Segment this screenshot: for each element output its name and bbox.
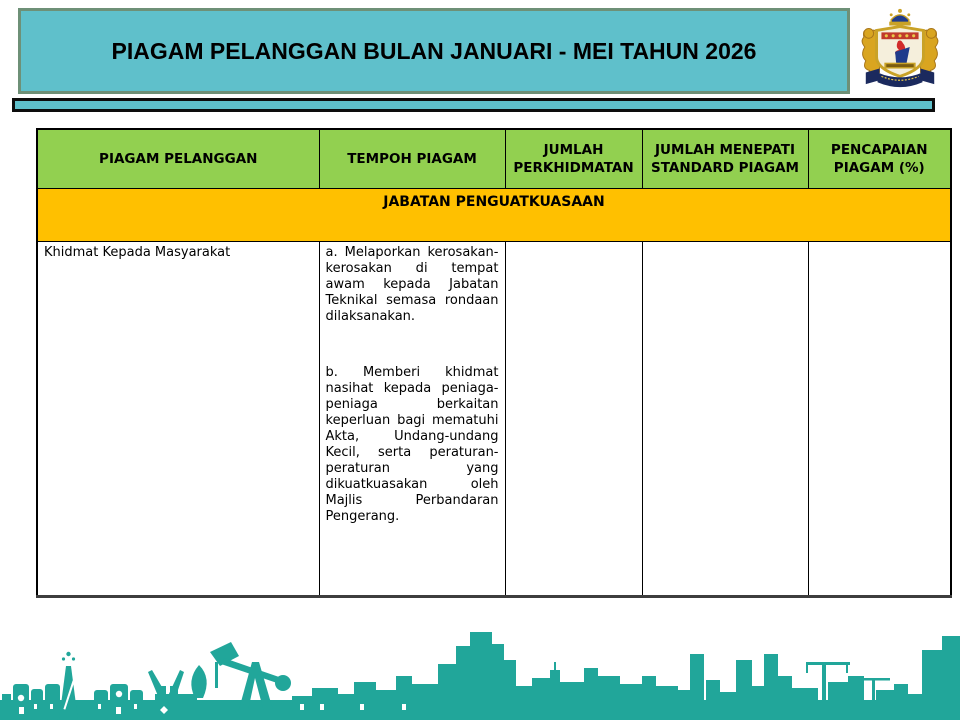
title-banner bbox=[18, 8, 850, 94]
tempoh-paragraph-b: b. Memberi khidmat nasihat kepada peniaga-peniaga berkaitan keperluan bagi mematuhi Akta, Undang-undang Kecil, serta peraturan-peraturan yang dikuatkuasakan oleh Majlis Perbandaran Pengerang. bbox=[325, 365, 499, 524]
coat-of-arms-icon bbox=[856, 6, 944, 92]
page-title: PIAGAM PELANGGAN BULAN JANUARI - MEI TAHUN 2026 bbox=[111, 37, 757, 64]
divider-bar bbox=[12, 98, 935, 112]
charter-table bbox=[36, 128, 952, 598]
cell-pencapaian bbox=[808, 242, 951, 597]
cell-jumlah-perkhidmatan bbox=[505, 242, 642, 597]
cell-piagam-pelanggan: Khidmat Kepada Masyarakat bbox=[37, 242, 319, 597]
table-header-row bbox=[37, 129, 951, 189]
cell-jumlah-menepati bbox=[642, 242, 808, 597]
table-row bbox=[37, 242, 951, 597]
col-header-jumlah-menepati: JUMLAH MENEPATI STANDARD PIAGAM bbox=[642, 129, 808, 189]
city-skyline-graphic bbox=[0, 620, 960, 720]
cell-tempoh-piagam bbox=[319, 242, 505, 597]
col-header-pencapaian: PENCAPAIAN PIAGAM (%) bbox=[808, 129, 951, 189]
tempoh-paragraph-a: a. Melaporkan kerosakan-kerosakan di tempat awam kepada Jabatan Teknikal semasa rondaan dilaksanakan. bbox=[325, 245, 499, 324]
section-row bbox=[37, 189, 951, 242]
col-header-jumlah-perkhidmatan: JUMLAH PERKHIDMATAN bbox=[505, 129, 642, 189]
col-header-piagam-pelanggan: PIAGAM PELANGGAN bbox=[37, 129, 319, 189]
section-label: JABATAN PENGUATKUASAAN bbox=[37, 189, 951, 242]
col-header-tempoh-piagam: TEMPOH PIAGAM bbox=[319, 129, 505, 189]
